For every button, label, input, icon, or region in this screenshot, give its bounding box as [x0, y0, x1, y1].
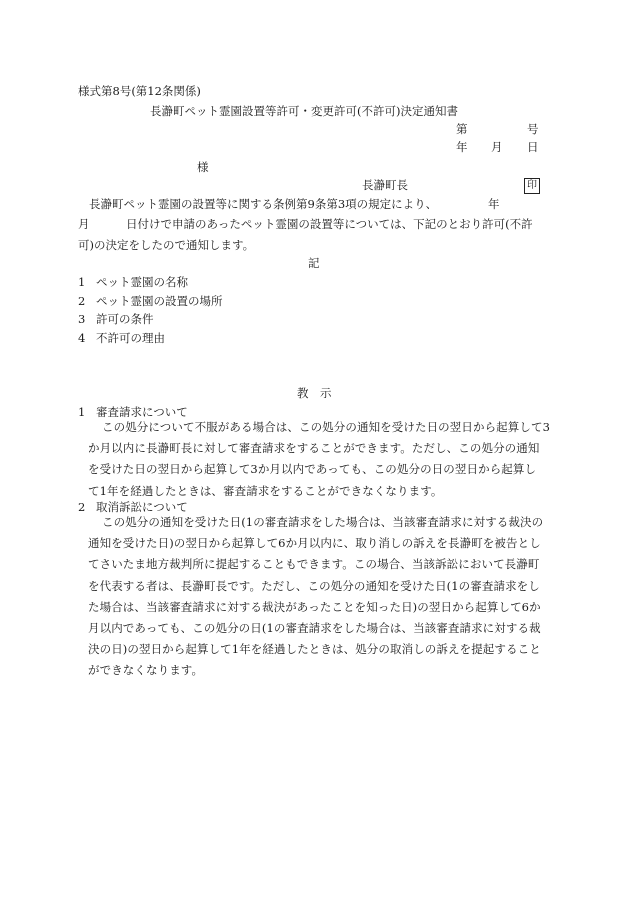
date-month: 月	[491, 140, 503, 154]
item-number: 1	[78, 275, 86, 289]
section-line: ができなくなります。	[88, 663, 204, 678]
section-line: か月以内に長瀞町長に対して審査請求をすることができます。ただし、この処分の通知	[88, 441, 540, 456]
item-number: 2	[78, 294, 86, 308]
section-body	[78, 417, 558, 502]
section-heading: 取消訴訟について	[96, 500, 188, 514]
ki-heading: 記	[308, 256, 320, 270]
section-number: 2	[78, 500, 86, 514]
section-line: てさいたま地方裁判所に提起することもできます。この場合、当該訴訟において長瀞町	[88, 557, 540, 572]
section-line: を代表する者は、長瀞町長です。ただし、この処分の通知を受けた日(1の審査請求をし	[88, 578, 540, 593]
item-label: ペット霊園の名称	[96, 275, 188, 289]
section-body	[78, 512, 558, 682]
body-month: 月	[78, 217, 90, 231]
seal-mark	[524, 178, 540, 194]
date-year: 年	[456, 140, 468, 154]
body-line-2: 日付けで申請のあったペット霊園の設置等については、下記のとおり許可(不許	[126, 217, 533, 231]
section-line: 決の日)の翌日から起算して1年を経過したときは、処分の取消しの訴えを提起すること	[88, 642, 541, 657]
form-number: 様式第8号(第12条関係)	[78, 84, 201, 98]
number-suffix: 号	[527, 122, 539, 136]
item-label: 不許可の理由	[96, 331, 165, 345]
addressee-suffix: 様	[197, 160, 209, 174]
document-title: 長瀞町ペット霊園設置等許可・変更許可(不許可)決定通知書	[150, 104, 458, 118]
number-prefix: 第	[456, 122, 468, 136]
section-line: 通知を受けた日)の翌日から起算して6か月以内に、取り消しの訴えを長瀞町を被告とし	[88, 536, 541, 551]
item-number: 3	[78, 312, 86, 326]
seal-label: 印	[524, 178, 540, 194]
section-line: この処分について不服がある場合は、この処分の通知を受けた日の翌日から起算して3	[102, 420, 550, 434]
section-line: この処分の通知を受けた日(1の審査請求をした場合は、当該審査請求に対する裁決の	[102, 515, 544, 529]
issuer-name: 長瀞町長	[362, 178, 408, 192]
section-line: 月以内であっても、この処分の日(1の審査請求をした場合は、当該審査請求に対する裁	[88, 621, 541, 636]
body-year: 年	[488, 197, 500, 211]
item-label: 許可の条件	[96, 312, 154, 326]
section-line: て1年を経過したときは、審査請求をすることができなくなります。	[88, 483, 443, 498]
date-day: 日	[527, 140, 539, 154]
section-heading: 審査請求について	[96, 405, 188, 419]
section-line: た場合は、当該審査請求に対する裁決があったことを知った日)の翌日から起算して6か	[88, 599, 541, 614]
body-line-3: 可)の決定をしたので通知します。	[78, 238, 255, 252]
item-number: 4	[78, 331, 86, 345]
section-number: 1	[78, 405, 86, 419]
item-label: ペット霊園の設置の場所	[96, 294, 223, 308]
section-line: を受けた日の翌日から起算して3か月以内であっても、この処分の日の翌日から起算し	[88, 462, 537, 477]
kyoji-title: 教 示	[297, 386, 332, 400]
body-line-1: 長瀞町ペット霊園の設置等に関する条例第9条第3項の規定により、	[89, 197, 438, 211]
